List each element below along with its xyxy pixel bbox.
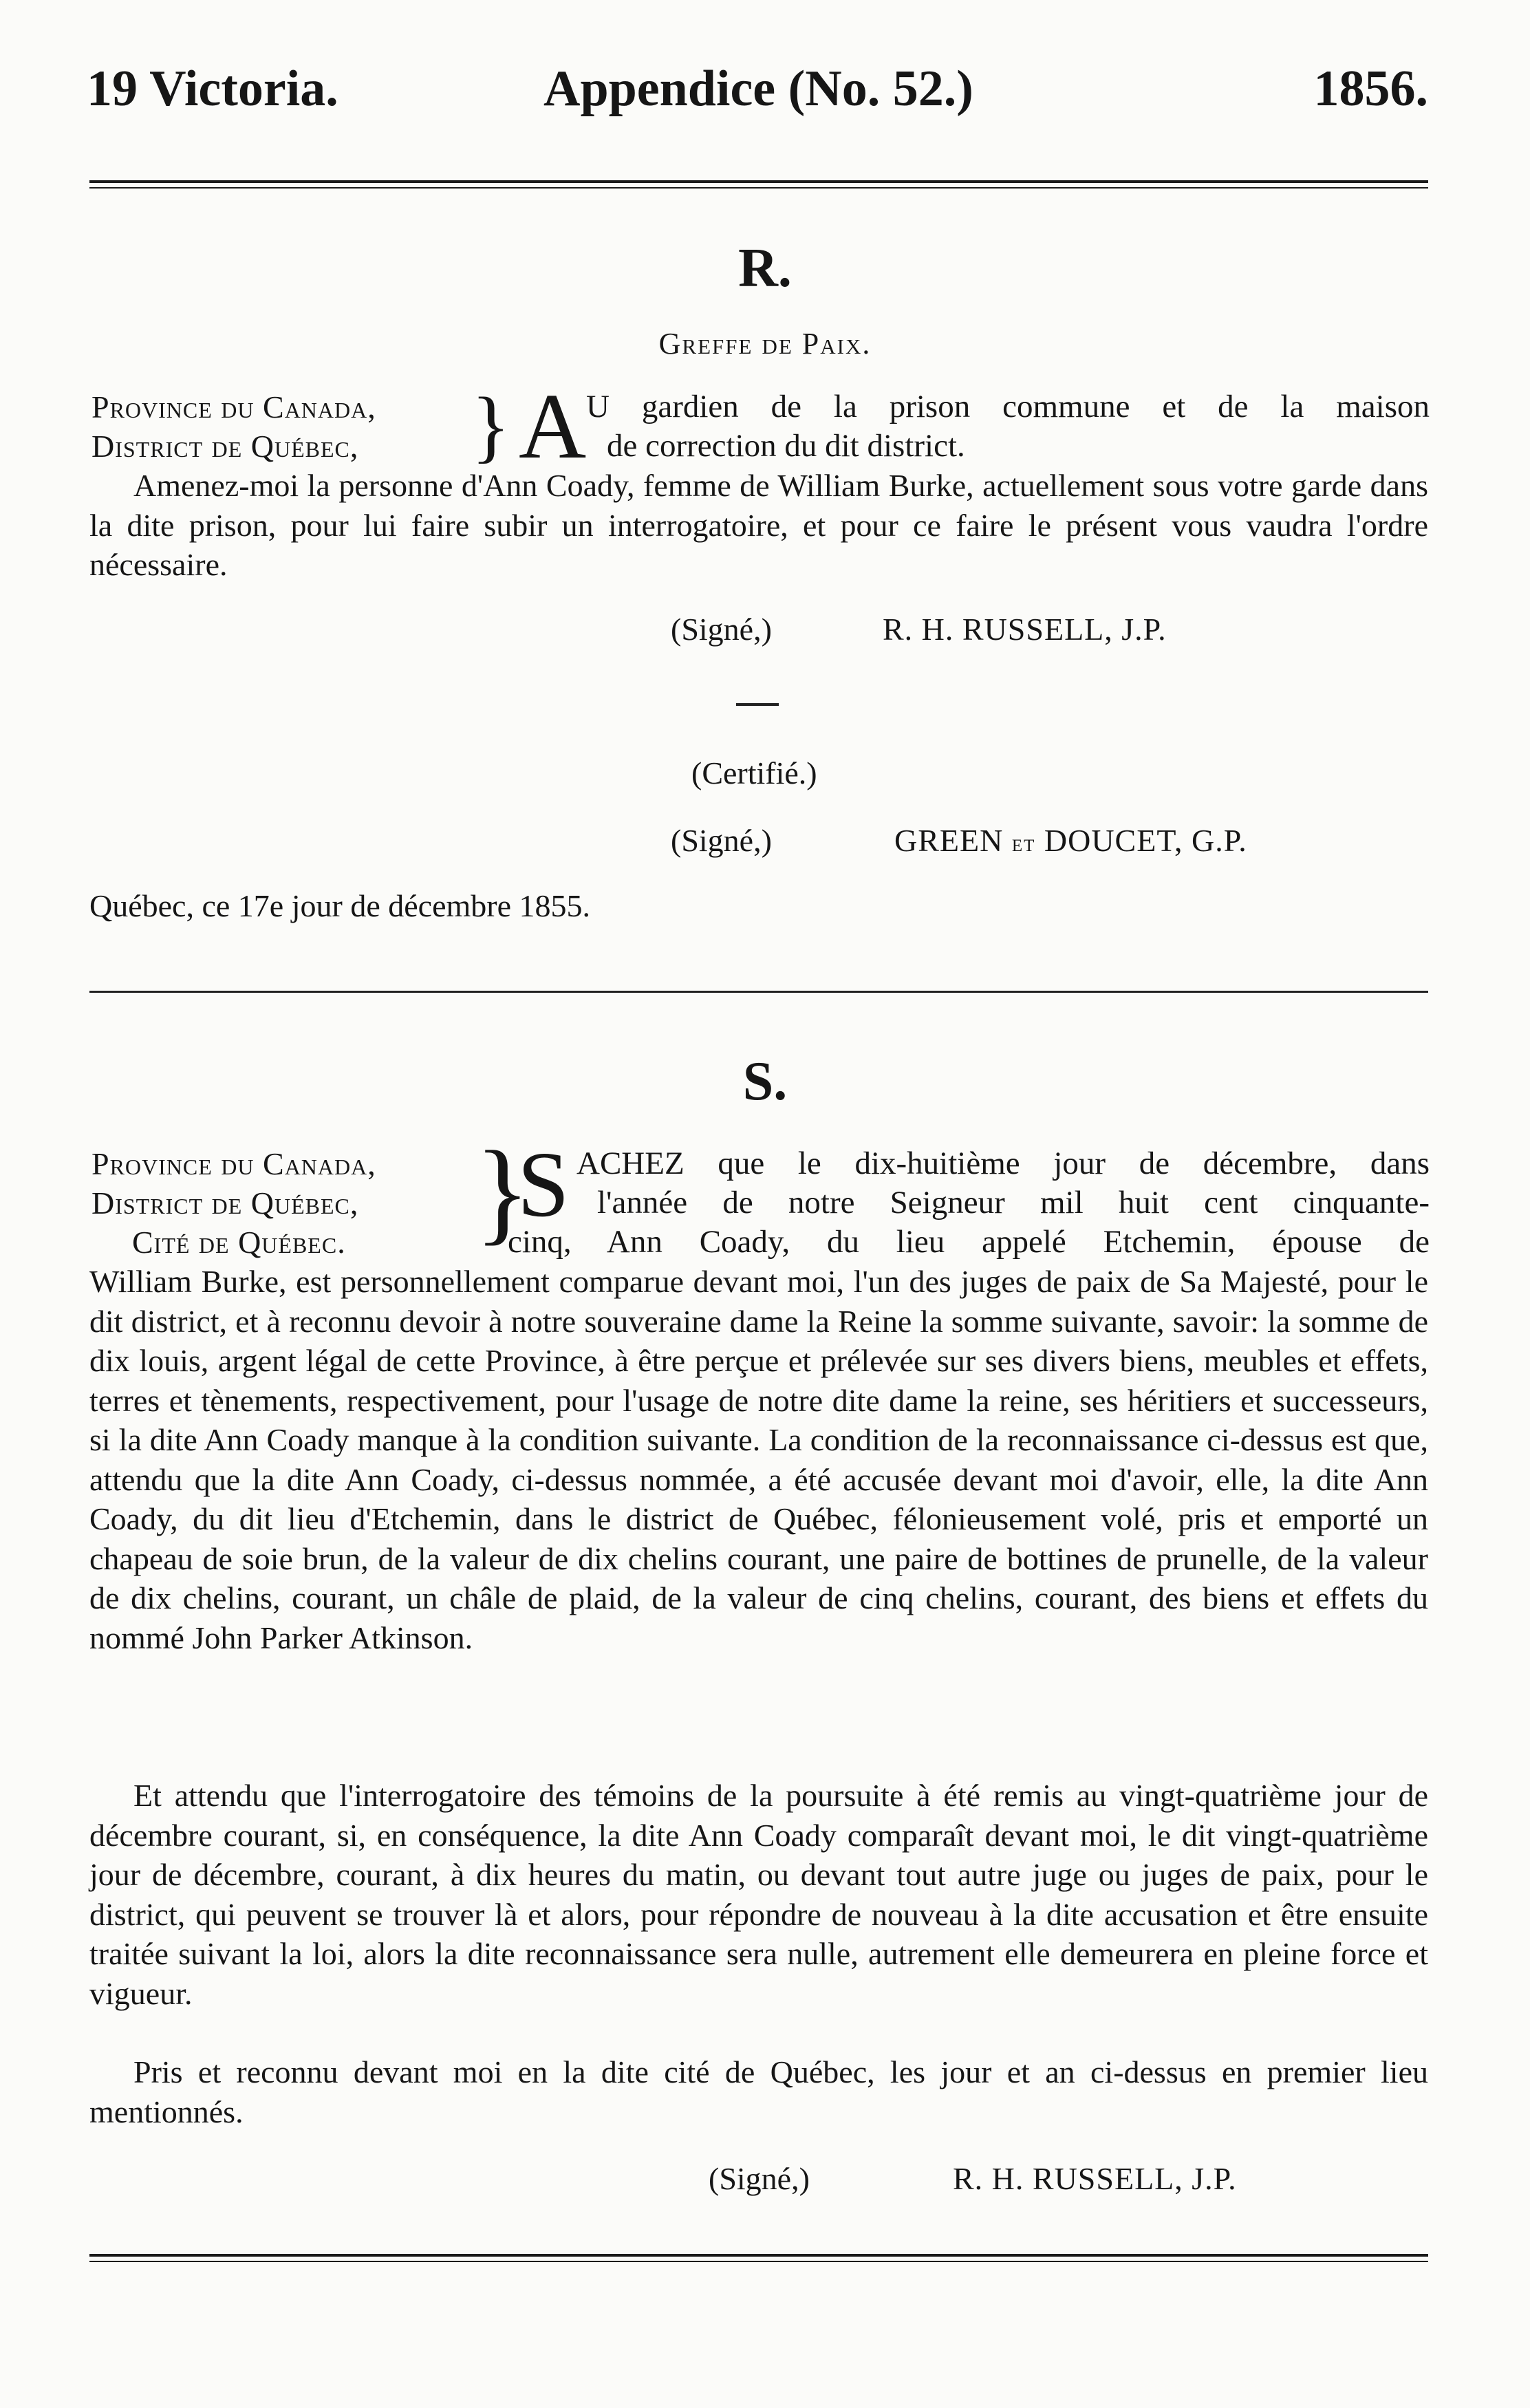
section-divider-rule — [89, 991, 1428, 993]
section-s-signed-name: R. H. RUSSELL, J.P. — [953, 2161, 1237, 2196]
section-r-signed-label-2: (Signé,) — [671, 823, 772, 858]
section-s-heading-line-1: Province du Canada, — [91, 1146, 376, 1181]
section-s-signed-label: (Signé,) — [709, 2161, 810, 2196]
section-s-heading-line-3: Cité de Québec. — [132, 1225, 346, 1260]
section-s-paragraph-1: William Burke, est personnellement comparue devant moi, l'un des juges de paix de Sa Majesté, pour le dit district, et à reconnu devoir à notre souveraine dame la Reine la somme suivante, savoir: la somme de dix louis, argent légal de cette Province, à être perçue et prélevée sur ses divers biens, meubles et effets, terres et tènements, respectivement, pour l'usage de notre dite dame la reine, ses héritiers et successeurs, si la dite Ann Coady manque à la condition suivante. La condition de la reconnaissance ci-dessus est que, attendu que la dite Ann Coady, ci-dessus nommée, a été accusée devant moi d'avoir, elle, la dite Ann Coady, du dit lieu d'Etchemin, dans le district de Québec, félonieusement volé, pris et emporté un chapeau de soie brun, de la valeur de dix chelins courant, une paire de bottines de prunelle, de la valeur de dix chelins, courant, un châle de plaid, de la valeur de cinq chelins, courant, des biens et effets du nommé John Parker Atkinson. — [89, 1264, 1428, 1655]
header-right: 1856. — [1313, 61, 1428, 117]
section-r-signed-name-2: GREEN et DOUCET, G.P. — [894, 823, 1247, 858]
section-r-office: Greffe de Paix. — [658, 327, 872, 361]
header-center: Appendice (No. 52.) — [543, 61, 973, 117]
section-r-address-line-2: de correction du dit district. — [607, 428, 965, 464]
header-double-rule — [89, 180, 1428, 189]
section-r-letter: R. — [738, 238, 792, 299]
section-r-date-line: Québec, ce 17e jour de décembre 1855. — [89, 888, 591, 923]
section-r-certified: (Certifié.) — [691, 755, 817, 791]
section-r-dash — [736, 703, 779, 706]
footer-double-rule — [89, 2254, 1428, 2262]
section-s-paragraph-2: Et attendu que l'interrogatoire des témoins de la poursuite à été remis au vingt-quatrième jour de décembre courant, si, en conséquence, la dite Ann Coady comparaît devant moi, le dit vingt-quatrième jour de décembre, courant, à dix heures du matin, ou devant tout autre juge ou juges de paix, pour le district, qui peuvent se trouver là et alors, pour répondre de nouveau à la dite accusation et être ensuite traitée suivant la loi, alors la dite reconnaissance sera nulle, autrement elle demeurera en pleine force et vigueur. — [89, 1778, 1428, 2011]
section-s-letter: S. — [742, 1051, 788, 1112]
section-s-paragraph-3: Pris et reconnu devant moi en la dite cité de Québec, les jour et an ci-dessus en premier lieu mentionnés. — [89, 2054, 1428, 2129]
header-left: 19 Victoria. — [87, 61, 338, 117]
section-r-signed-name: R. H. RUSSELL, J.P. — [883, 612, 1167, 647]
section-r-brace: } — [471, 380, 510, 471]
section-r-heading-line-2: District de Québec, — [91, 429, 359, 464]
section-r-dropcap: A — [519, 375, 587, 478]
section-r-body: Amenez-moi la personne d'Ann Coady, femme de William Burke, actuellement sous votre garde dans la dite prison, pour lui faire subir un interrogatoire, et pour ce faire le présent vous vaudra l'ordre nécessaire. — [89, 468, 1428, 582]
section-s-heading-text-3: cinq, Ann Coady, du lieu appelé Etchemin, épouse de — [508, 1224, 1430, 1260]
section-r-heading-line-1: Province du Canada, — [91, 389, 376, 424]
section-r-signed-label: (Signé,) — [671, 612, 772, 647]
section-r-address-line-1: U gardien de la prison commune et de la maison — [586, 389, 1430, 424]
section-s-heading-line-2: District de Québec, — [91, 1185, 359, 1221]
section-s-brace: } — [475, 1128, 530, 1256]
section-s-heading-text-2: l'année de notre Seigneur mil huit cent cinquante- — [597, 1185, 1430, 1221]
section-s-dropcap: S — [517, 1133, 570, 1236]
section-s-heading-text-1: ACHEZ que le dix-huitième jour de décembre, dans — [577, 1146, 1430, 1181]
